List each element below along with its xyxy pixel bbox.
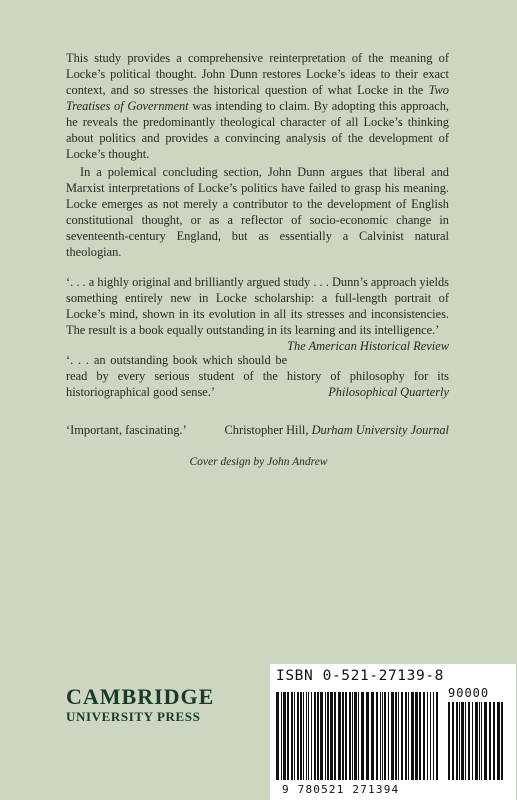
barcode-bar: [484, 702, 487, 780]
barcode-bar: [465, 702, 466, 780]
price-addon-digits: 90000: [448, 686, 490, 700]
blurb-text: This study provides a comprehensive reinterpretation of the meaning of Locke’s political thought. John Dunn restores Locke’s ideas to their exact context, and so stresses the historical question of what Locke in the: [66, 51, 449, 97]
barcode-bar: [297, 692, 299, 780]
barcode-bar: [376, 692, 378, 780]
blurb-paragraph-2: In a polemical concluding section, John Dunn argues that liberal and Marxist interpretations of Locke’s politics have failed to grasp his meaning. Locke emerges as not merely a contributor to the development of English constitutional thought, or as a reflector of socio-economic change in seventeenth-century England, but as essentially a Calvinist natural theologian.: [66, 165, 449, 259]
barcode-bar: [382, 692, 383, 780]
barcode-bar: [358, 692, 359, 780]
barcode-bar: [306, 692, 307, 780]
barcode-bar: [459, 702, 460, 780]
barcode-bar: [283, 692, 286, 780]
cover-design-credit: Cover design by John Andrew: [189, 456, 328, 468]
barcode-bar: [317, 692, 319, 780]
barcode-bar: [472, 702, 473, 780]
review-quote-2: [66, 352, 449, 400]
quote-text: ‘Important, fascinating.’: [66, 423, 187, 437]
barcode-bar: [384, 692, 386, 780]
barcode-bar: [479, 702, 480, 780]
barcode-bar: [430, 692, 431, 780]
barcode-bar: [481, 702, 482, 780]
publisher-logo: [66, 686, 214, 724]
quote-text: ‘. . . a highly original and brilliantly argued study . . . Dunn’s approach yields something entirely new in Locke scholarship: a full-length portrait of Locke’s mind, shown in its evolution in all its stresses and inconsistencies. The result is a book equally outstanding in its learning and its intelligence.’: [66, 275, 449, 337]
barcode-bar: [311, 692, 312, 780]
isbn-label: ISBN 0-521-27139-8: [276, 668, 444, 684]
price-addon-barcode: [448, 702, 510, 780]
quote-attribution: [224, 422, 449, 438]
barcode-bar: [330, 692, 333, 780]
blurb: [66, 50, 449, 438]
barcode-bar: [456, 702, 458, 780]
blurb-text: was intending to claim. By adopting this approach, he reveals the predominantly theological character of all Locke’s thinking about politics and provides a convincing analysis of the development of Locke’s thought.: [66, 99, 450, 161]
barcode-bar: [433, 692, 434, 780]
barcode-bar: [501, 702, 503, 780]
barcode-bar: [398, 692, 399, 780]
barcode-bar: [291, 692, 293, 780]
barcode-bar: [366, 692, 369, 780]
barcode-bar: [452, 702, 454, 780]
barcode-bar: [423, 692, 425, 780]
book-title: Two Treatises of Government: [66, 83, 449, 113]
quote-source: The American Historical Review: [287, 339, 449, 353]
barcode-bar: [461, 702, 464, 780]
barcode-bar: [281, 692, 282, 780]
barcode-bar: [303, 692, 304, 780]
barcode-bar: [468, 702, 470, 780]
barcode-bar: [354, 692, 357, 780]
quote-source: Durham University Journal: [311, 423, 449, 437]
barcode-bar: [371, 692, 374, 780]
barcode-bar: [391, 692, 394, 780]
barcode-bar: [338, 692, 341, 780]
publisher-name-line1: CAMBRIDGE: [66, 684, 215, 709]
review-quote-1: [66, 274, 449, 353]
barcode-bar: [352, 692, 353, 780]
barcode-bar: [327, 692, 329, 780]
barcode-bar: [419, 692, 421, 780]
barcode-bar: [405, 692, 407, 780]
barcode-bar: [395, 692, 397, 780]
barcode-bar: [345, 692, 347, 780]
barcode-bar: [489, 702, 491, 780]
blurb-paragraph-1: [66, 50, 449, 162]
barcode-bar: [411, 692, 414, 780]
barcode-bar: [436, 692, 438, 780]
barcode-bar: [314, 692, 316, 780]
barcode-bar: [294, 692, 295, 780]
barcode-bar: [401, 692, 403, 780]
barcode-bar: [334, 692, 336, 780]
quote-text: ‘. . . an outstanding book which should be read by every serious student of the history of philosophy for its historiographical good sense.’: [66, 353, 449, 399]
barcode-bar: [300, 692, 302, 780]
barcode-bar: [475, 702, 478, 780]
barcode-bar: [448, 702, 450, 780]
barcode-bar: [380, 692, 381, 780]
barcode-bar: [427, 692, 428, 780]
barcode-bar: [276, 692, 279, 780]
barcode-bar: [361, 692, 364, 780]
review-quote-3: [66, 410, 449, 438]
barcode-bar: [408, 692, 409, 780]
quote-author: Christopher Hill,: [224, 423, 312, 437]
barcode-bar: [325, 692, 326, 780]
barcode-bar: [320, 692, 323, 780]
publisher-name-line2: UNIVERSITY PRESS: [66, 709, 201, 724]
ean-digits: 9 780521 271394: [282, 783, 400, 796]
barcode-bar: [349, 692, 351, 780]
barcode-bar: [287, 692, 289, 780]
quote-source: Philosophical Quarterly: [328, 385, 449, 399]
barcode-bar: [497, 702, 500, 780]
barcode-bar: [308, 692, 309, 780]
barcode-bar: [388, 692, 389, 780]
barcode-bar: [415, 692, 418, 780]
barcode-bar: [493, 702, 495, 780]
barcode-bar: [342, 692, 344, 780]
